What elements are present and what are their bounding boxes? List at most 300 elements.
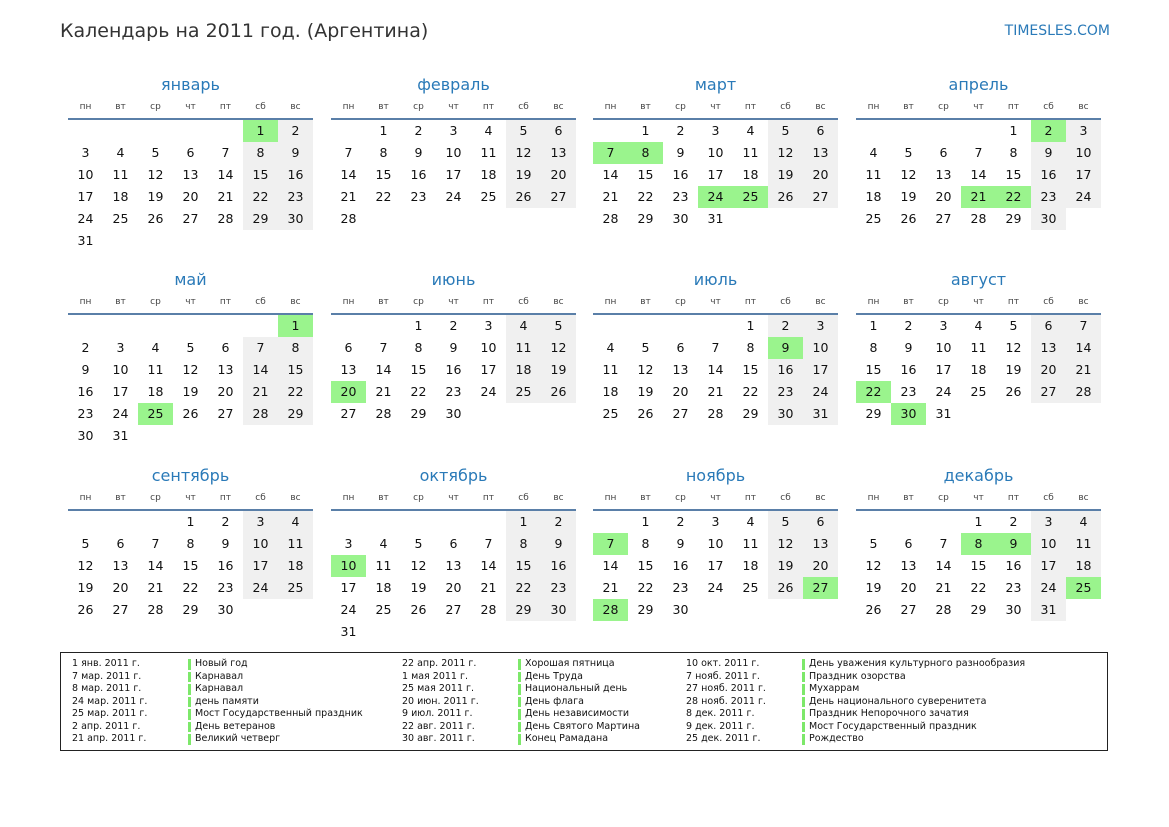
day-cell: 2 <box>278 120 313 142</box>
day-cell: 7 <box>344 145 353 160</box>
holiday-name: Праздник озорства <box>802 671 906 684</box>
day-cell: 7 <box>484 536 493 551</box>
weekday-label: вс <box>815 297 826 307</box>
holiday-name: Рождество <box>802 733 864 746</box>
day-cell: 14 <box>602 558 619 573</box>
day-cell: 18 <box>480 167 497 182</box>
day-cell: 19 <box>182 384 199 399</box>
day-cell: 27 <box>112 602 129 617</box>
month-name: ноябрь <box>685 466 746 485</box>
day-cell: 8 <box>746 340 755 355</box>
holiday-date: 25 мая 2011 г. <box>402 683 475 694</box>
day-cell: 16 <box>1005 558 1022 573</box>
day-cell: 30 <box>278 208 313 230</box>
weekday-header <box>68 293 313 313</box>
holiday-day: 9 <box>768 337 803 359</box>
weekday-label: ср <box>675 102 686 112</box>
day-cell: 27 <box>1031 381 1066 403</box>
weekday-label: пн <box>867 102 880 112</box>
day-cell: 10 <box>1066 142 1101 164</box>
holiday-date: 1 мая 2011 г. <box>402 670 468 682</box>
day-cell: 23 <box>445 384 462 399</box>
holiday-day: 9 <box>996 533 1031 555</box>
day-cell: 21 <box>375 384 392 399</box>
weekday-label: сб <box>518 297 529 307</box>
day-cell: 11 <box>278 533 313 555</box>
weekday-label: вс <box>1078 102 1089 112</box>
day-cell: 5 <box>768 511 803 533</box>
day-cell: 19 <box>768 164 803 186</box>
weekday-header <box>68 489 313 509</box>
weekday-label: ср <box>675 493 686 503</box>
day-cell: 18 <box>147 384 164 399</box>
day-cell: 12 <box>77 558 94 573</box>
day-cell: 13 <box>803 533 838 555</box>
day-cell: 23 <box>1005 580 1022 595</box>
day-cell: 22 <box>637 189 654 204</box>
day-cell: 16 <box>768 359 803 381</box>
day-cell: 7 <box>974 145 983 160</box>
day-cell: 16 <box>410 167 427 182</box>
day-cell: 11 <box>1066 533 1101 555</box>
day-cell: 1 <box>506 511 541 533</box>
weekday-label: вт <box>640 493 651 503</box>
day-cell: 15 <box>375 167 392 182</box>
weekday-label: пн <box>342 102 355 112</box>
day-cell: 25 <box>742 580 759 595</box>
month-3 <box>593 72 838 230</box>
holiday-date: 21 апр. 2011 г. <box>72 733 147 744</box>
weekday-label: вс <box>290 102 301 112</box>
day-cell: 29 <box>182 602 199 617</box>
weekday-label: сб <box>518 102 529 112</box>
holiday-date: 9 дек. 2011 г. <box>686 720 755 732</box>
day-cell: 21 <box>147 580 164 595</box>
weekday-label: чт <box>185 102 196 112</box>
empty-cell <box>103 120 138 142</box>
day-cell: 26 <box>147 211 164 226</box>
day-cell: 1 <box>869 318 878 333</box>
day-cell: 21 <box>340 189 357 204</box>
day-cell: 17 <box>707 167 724 182</box>
day-cell: 4 <box>746 123 755 138</box>
day-cell: 26 <box>768 577 803 599</box>
day-cell: 27 <box>672 406 689 421</box>
empty-cell <box>366 315 401 337</box>
holiday-date: 25 дек. 2011 г. <box>686 733 761 744</box>
day-cell: 28 <box>217 211 234 226</box>
day-cell: 5 <box>81 536 90 551</box>
weekday-label: чт <box>973 493 984 503</box>
day-cell: 15 <box>637 167 654 182</box>
day-cell: 20 <box>900 580 917 595</box>
day-cell: 27 <box>935 211 952 226</box>
holiday-name: Национальный день <box>518 683 627 696</box>
day-cell: 16 <box>278 164 313 186</box>
weekday-label: вс <box>815 102 826 112</box>
day-cell: 2 <box>541 511 576 533</box>
day-cell: 6 <box>904 536 913 551</box>
month-name: август <box>950 270 1007 289</box>
day-cell: 20 <box>541 164 576 186</box>
weekday-header <box>68 98 313 118</box>
day-cell: 24 <box>1031 577 1066 599</box>
holiday-name: Праздник Непорочного зачатия <box>802 708 969 721</box>
empty-cell <box>593 511 628 533</box>
day-cell: 20 <box>935 189 952 204</box>
day-cell: 19 <box>768 555 803 577</box>
day-cell: 18 <box>602 384 619 399</box>
day-cell: 12 <box>541 337 576 359</box>
weekday-label: пн <box>867 493 880 503</box>
site-link[interactable]: TIMESLES.COM <box>1004 23 1110 39</box>
day-cell: 1 <box>641 514 650 529</box>
weekday-label: сб <box>518 493 529 503</box>
day-cell: 21 <box>217 189 234 204</box>
day-cell: 28 <box>375 406 392 421</box>
day-cell: 18 <box>742 558 759 573</box>
day-cell: 28 <box>602 211 619 226</box>
day-cell: 20 <box>112 580 129 595</box>
weekday-label: чт <box>185 297 196 307</box>
weekday-label: пн <box>604 297 617 307</box>
weekday-label: вт <box>115 493 126 503</box>
day-cell: 11 <box>970 340 987 355</box>
weekday-label: ср <box>938 297 949 307</box>
day-cell: 24 <box>340 602 357 617</box>
day-cell: 30 <box>768 403 803 425</box>
day-cell: 30 <box>672 211 689 226</box>
day-cell: 9 <box>221 536 230 551</box>
weekday-label: вс <box>815 493 826 503</box>
weekday-label: пт <box>744 297 757 307</box>
weekday-label: вт <box>115 102 126 112</box>
weekday-label: ср <box>413 493 424 503</box>
month-name: июль <box>693 270 738 289</box>
day-cell: 28 <box>243 403 278 425</box>
day-cell: 13 <box>1031 337 1066 359</box>
weekday-label: пт <box>219 102 232 112</box>
month-4 <box>856 72 1101 230</box>
day-cell: 21 <box>707 384 724 399</box>
day-cell: 11 <box>742 145 759 160</box>
day-cell: 10 <box>803 337 838 359</box>
day-cell: 25 <box>865 211 882 226</box>
empty-cell <box>961 120 996 142</box>
day-cell: 24 <box>803 381 838 403</box>
day-cell: 14 <box>217 167 234 182</box>
day-cell: 9 <box>1031 142 1066 164</box>
empty-cell <box>243 315 278 337</box>
day-cell: 18 <box>970 362 987 377</box>
weekday-label: вт <box>903 297 914 307</box>
empty-cell <box>593 315 628 337</box>
day-cell: 12 <box>768 533 803 555</box>
weekday-label: чт <box>448 297 459 307</box>
day-cell: 12 <box>1005 340 1022 355</box>
empty-cell <box>138 511 173 533</box>
day-grid <box>68 120 313 252</box>
day-cell: 23 <box>1031 186 1066 208</box>
day-cell: 2 <box>81 340 90 355</box>
day-cell: 9 <box>904 340 913 355</box>
day-cell: 30 <box>1031 208 1066 230</box>
weekday-label: вт <box>115 297 126 307</box>
day-cell: 30 <box>541 599 576 621</box>
day-cell: 6 <box>344 340 353 355</box>
day-cell: 4 <box>484 123 493 138</box>
holiday-name: День национального суверенитета <box>802 696 986 709</box>
day-cell: 11 <box>112 167 129 182</box>
holiday-day: 22 <box>996 186 1031 208</box>
day-grid <box>593 120 838 230</box>
day-cell: 23 <box>768 381 803 403</box>
day-grid <box>593 315 838 425</box>
month-8 <box>856 267 1101 425</box>
day-cell: 20 <box>672 384 689 399</box>
day-cell: 16 <box>900 362 917 377</box>
weekday-label: пт <box>482 102 495 112</box>
day-cell: 14 <box>480 558 497 573</box>
weekday-label: вт <box>378 297 389 307</box>
day-cell: 8 <box>869 340 878 355</box>
day-grid <box>856 315 1101 425</box>
day-cell: 17 <box>803 359 838 381</box>
weekday-label: вс <box>1078 297 1089 307</box>
holiday-legend <box>60 652 1108 751</box>
weekday-label: чт <box>710 493 721 503</box>
day-cell: 24 <box>935 384 952 399</box>
day-cell: 20 <box>803 555 838 577</box>
day-cell: 27 <box>445 602 462 617</box>
day-cell: 14 <box>935 558 952 573</box>
page-title: Календарь на 2011 год. (Аргентина) <box>60 20 429 42</box>
day-cell: 29 <box>243 208 278 230</box>
day-cell: 17 <box>707 558 724 573</box>
day-cell: 29 <box>970 602 987 617</box>
weekday-label: сб <box>255 493 266 503</box>
day-cell: 10 <box>480 340 497 355</box>
day-cell: 14 <box>707 362 724 377</box>
holiday-date: 9 июл. 2011 г. <box>402 708 473 719</box>
day-cell: 11 <box>375 558 392 573</box>
weekday-label: ср <box>938 493 949 503</box>
holiday-date: 28 нояб. 2011 г. <box>686 695 766 707</box>
day-cell: 6 <box>1031 315 1066 337</box>
day-cell: 19 <box>637 384 654 399</box>
day-cell: 28 <box>935 602 952 617</box>
weekday-label: вт <box>378 493 389 503</box>
day-cell: 30 <box>445 406 462 421</box>
day-cell: 6 <box>803 120 838 142</box>
day-cell: 29 <box>506 599 541 621</box>
weekday-label: пн <box>79 297 92 307</box>
day-cell: 16 <box>445 362 462 377</box>
day-cell: 29 <box>865 406 882 421</box>
month-name: декабрь <box>943 466 1014 485</box>
day-cell: 22 <box>375 189 392 204</box>
empty-cell <box>138 315 173 337</box>
weekday-label: вт <box>640 297 651 307</box>
day-cell: 4 <box>278 511 313 533</box>
day-cell: 9 <box>676 145 685 160</box>
holiday-name: Карнавал <box>188 671 243 684</box>
day-cell: 6 <box>449 536 458 551</box>
empty-cell <box>471 511 506 533</box>
empty-cell <box>173 315 208 337</box>
day-cell: 5 <box>506 120 541 142</box>
day-cell: 7 <box>379 340 388 355</box>
day-grid <box>68 511 313 621</box>
weekday-label: пн <box>342 297 355 307</box>
day-cell: 20 <box>1031 359 1066 381</box>
day-cell: 16 <box>672 167 689 182</box>
day-cell: 16 <box>217 558 234 573</box>
day-cell: 15 <box>506 555 541 577</box>
day-cell: 28 <box>340 211 357 226</box>
day-cell: 23 <box>278 186 313 208</box>
weekday-label: ср <box>150 297 161 307</box>
weekday-label: пн <box>79 493 92 503</box>
weekday-label: пт <box>1007 102 1020 112</box>
day-cell: 1 <box>641 123 650 138</box>
empty-cell <box>138 120 173 142</box>
day-cell: 28 <box>1066 381 1101 403</box>
day-cell: 11 <box>865 167 882 182</box>
day-cell: 23 <box>672 580 689 595</box>
day-cell: 27 <box>541 186 576 208</box>
holiday-date: 8 мар. 2011 г. <box>72 683 142 694</box>
day-cell: 21 <box>1066 359 1101 381</box>
empty-cell <box>331 511 366 533</box>
day-cell: 15 <box>637 558 654 573</box>
day-cell: 5 <box>541 315 576 337</box>
empty-cell <box>331 120 366 142</box>
day-cell: 3 <box>116 340 125 355</box>
day-cell: 6 <box>541 120 576 142</box>
day-cell: 23 <box>217 580 234 595</box>
day-cell: 11 <box>480 145 497 160</box>
weekday-label: сб <box>1043 493 1054 503</box>
empty-cell <box>856 511 891 533</box>
day-cell: 18 <box>742 167 759 182</box>
weekday-label: чт <box>448 493 459 503</box>
day-cell: 4 <box>1066 511 1101 533</box>
day-cell: 20 <box>803 164 838 186</box>
day-cell: 27 <box>217 406 234 421</box>
weekday-label: вт <box>378 102 389 112</box>
day-cell: 3 <box>803 315 838 337</box>
day-cell: 15 <box>182 558 199 573</box>
empty-cell <box>593 120 628 142</box>
day-cell: 28 <box>970 211 987 226</box>
day-cell: 10 <box>707 536 724 551</box>
day-cell: 1 <box>186 514 195 529</box>
day-cell: 15 <box>970 558 987 573</box>
weekday-label: сб <box>780 297 791 307</box>
day-cell: 31 <box>340 624 357 639</box>
day-cell: 24 <box>445 189 462 204</box>
holiday-day: 7 <box>593 533 628 555</box>
day-cell: 16 <box>672 558 689 573</box>
holiday-name: День уважения культурного разнообразия <box>802 658 1025 671</box>
day-cell: 31 <box>803 403 838 425</box>
weekday-label: вс <box>290 493 301 503</box>
day-cell: 10 <box>935 340 952 355</box>
empty-cell <box>856 120 891 142</box>
day-cell: 2 <box>1009 514 1018 529</box>
day-cell: 19 <box>900 189 917 204</box>
day-cell: 2 <box>414 123 423 138</box>
day-cell: 9 <box>278 142 313 164</box>
day-cell: 15 <box>1005 167 1022 182</box>
day-cell: 6 <box>939 145 948 160</box>
day-cell: 21 <box>243 381 278 403</box>
day-cell: 13 <box>803 142 838 164</box>
weekday-label: вт <box>640 102 651 112</box>
holiday-name: День Труда <box>518 671 583 684</box>
day-cell: 12 <box>410 558 427 573</box>
day-cell: 2 <box>904 318 913 333</box>
day-cell: 4 <box>974 318 983 333</box>
day-cell: 24 <box>1066 186 1101 208</box>
day-cell: 20 <box>217 384 234 399</box>
holiday-name: День Святого Мартина <box>518 721 640 734</box>
day-cell: 10 <box>112 362 129 377</box>
empty-cell <box>366 511 401 533</box>
month-name: апрель <box>948 75 1009 94</box>
day-cell: 5 <box>151 145 160 160</box>
weekday-label: сб <box>1043 297 1054 307</box>
holiday-name: День ветеранов <box>188 721 275 734</box>
day-cell: 29 <box>637 602 654 617</box>
day-cell: 16 <box>1031 164 1066 186</box>
day-cell: 29 <box>1005 211 1022 226</box>
weekday-label: пн <box>604 493 617 503</box>
day-cell: 13 <box>445 558 462 573</box>
empty-cell <box>208 315 243 337</box>
day-cell: 13 <box>340 362 357 377</box>
day-cell: 16 <box>541 555 576 577</box>
day-cell: 27 <box>900 602 917 617</box>
holiday-day: 25 <box>1066 577 1101 599</box>
holiday-day: 8 <box>628 142 663 164</box>
day-cell: 28 <box>707 406 724 421</box>
day-cell: 15 <box>410 362 427 377</box>
day-cell: 26 <box>541 381 576 403</box>
weekday-label: сб <box>255 102 266 112</box>
day-cell: 22 <box>742 384 759 399</box>
holiday-name: Мост Государственный праздник <box>188 708 363 721</box>
holiday-date: 30 авг. 2011 г. <box>402 733 475 744</box>
month-name: январь <box>161 75 220 94</box>
day-cell: 26 <box>900 211 917 226</box>
holiday-day: 1 <box>243 120 278 142</box>
day-cell: 16 <box>77 384 94 399</box>
day-cell: 21 <box>935 580 952 595</box>
day-cell: 22 <box>278 381 313 403</box>
day-cell: 10 <box>243 533 278 555</box>
weekday-label: ср <box>150 102 161 112</box>
day-cell: 11 <box>506 337 541 359</box>
weekday-label: пт <box>219 493 232 503</box>
day-cell: 3 <box>243 511 278 533</box>
day-cell: 4 <box>869 145 878 160</box>
day-cell: 14 <box>1066 337 1101 359</box>
holiday-name: День флага <box>518 696 584 709</box>
weekday-label: вс <box>553 297 564 307</box>
day-cell: 3 <box>1066 120 1101 142</box>
